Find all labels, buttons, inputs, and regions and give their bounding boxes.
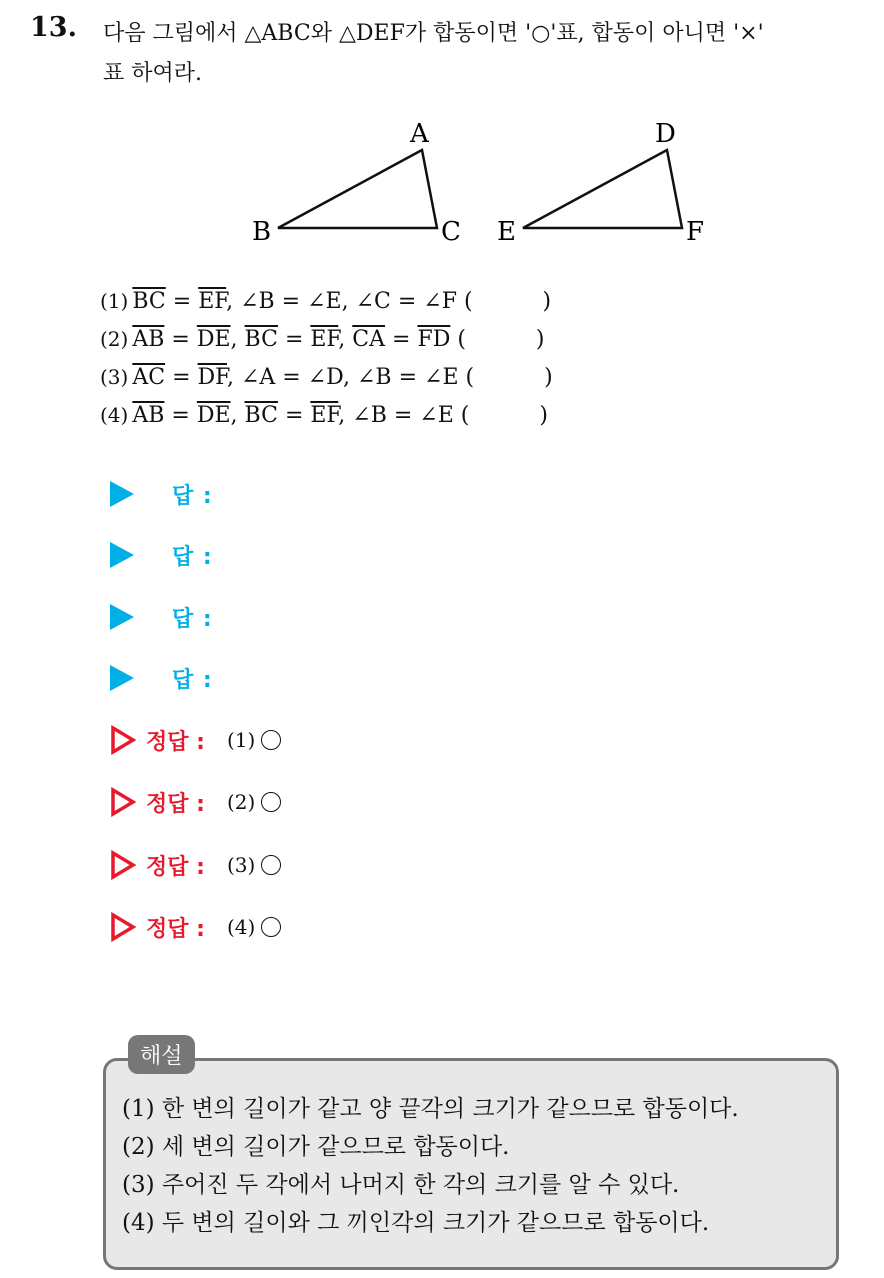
explanation-line-4: (4) 두 변의 길이와 그 끼인각의 크기가 같으므로 합동이다. — [122, 1210, 710, 1236]
circle-mark-icon — [261, 917, 281, 937]
answer-label: 답 : — [172, 667, 213, 693]
outline-arrow-icon — [110, 787, 136, 817]
answer-row-3[interactable] — [110, 597, 213, 637]
answer-row-2[interactable] — [110, 535, 213, 575]
text: = — [164, 327, 197, 352]
answer-key-row-3 — [110, 845, 281, 885]
circle-mark-icon — [261, 730, 281, 750]
condition-4 — [100, 398, 548, 433]
answer-key-num: (4) — [226, 915, 256, 939]
condition-3 — [100, 360, 553, 395]
text: ) — [535, 327, 545, 352]
segment: $\overline{AC}$ — [132, 365, 166, 390]
play-arrow-icon — [110, 481, 134, 507]
text: = — [277, 327, 311, 352]
segment: $\overline{DE}$ — [196, 403, 231, 428]
answer-key-label: 정답 : — [146, 854, 205, 880]
condition-1 — [100, 284, 551, 319]
question-number: 13. — [30, 12, 77, 43]
text: ) — [542, 289, 552, 314]
answer-label: 답 : — [172, 606, 213, 632]
triangle-def — [497, 119, 704, 247]
text: = — [165, 289, 199, 314]
triangles-figure — [0, 110, 884, 260]
explanation-tag: 해설 — [128, 1035, 195, 1074]
answer-row-4[interactable] — [110, 658, 213, 698]
segment: $\overline{EF}$ — [310, 403, 339, 428]
text: ) — [544, 365, 553, 390]
play-arrow-icon — [110, 542, 134, 568]
explanation-line-1: (1) 한 변의 길이가 같고 양 끝각의 크기가 같으므로 합동이다. — [122, 1096, 739, 1122]
segment: $\overline{DE}$ — [196, 327, 231, 352]
explanation-line-3: (3) 주어진 두 각에서 나머지 한 각의 크기를 알 수 있다. — [122, 1172, 680, 1198]
text: , ∠A = ∠D, ∠B = ∠E ( — [226, 365, 475, 390]
answer-key-value — [227, 728, 281, 752]
condition-num: (2) — [100, 327, 129, 351]
text: = — [385, 327, 418, 352]
text: = — [277, 403, 311, 428]
text: = — [164, 403, 197, 428]
text: , ∠B = ∠E ( — [338, 403, 470, 428]
answer-key-row-2 — [110, 782, 281, 822]
circle-mark-icon — [261, 792, 281, 812]
outline-arrow-icon — [110, 725, 136, 755]
answer-key-value — [227, 915, 281, 939]
answer-key-row-1 — [110, 720, 281, 760]
text: ) — [539, 403, 548, 428]
label-a: A — [410, 119, 429, 149]
answer-key-num: (1) — [226, 728, 256, 752]
question-text-line2: 표 하여라. — [103, 61, 202, 86]
answer-key-value — [227, 853, 281, 877]
explanation-line-2: (2) 세 변의 길이가 같으므로 합동이다. — [122, 1134, 510, 1160]
text: , — [230, 327, 245, 352]
answer-key-num: (3) — [226, 853, 256, 877]
label-f: F — [686, 217, 705, 247]
triangle-abc — [252, 119, 461, 247]
answer-key-row-4 — [110, 907, 281, 947]
text: ( — [450, 327, 466, 352]
text: , ∠B = ∠E, ∠C = ∠F ( — [226, 289, 473, 314]
segment: $\overline{AB}$ — [132, 403, 165, 428]
label-e: E — [497, 217, 516, 247]
segment: $\overline{BC}$ — [244, 403, 278, 428]
label-c: C — [441, 217, 461, 247]
play-arrow-icon — [110, 665, 134, 691]
circle-mark-icon — [261, 855, 281, 875]
condition-2 — [100, 322, 545, 357]
answer-label: 답 : — [172, 544, 213, 570]
segment: $\overline{CA}$ — [352, 327, 386, 352]
text: , — [230, 403, 245, 428]
answer-label: 답 : — [172, 483, 213, 509]
answer-key-value — [227, 790, 281, 814]
text: , — [338, 327, 353, 352]
play-arrow-icon — [110, 604, 134, 630]
outline-arrow-icon — [110, 850, 136, 880]
text: = — [165, 365, 198, 390]
explanation-lines — [122, 1090, 832, 1242]
outline-arrow-icon — [110, 912, 136, 942]
condition-num: (1) — [100, 289, 129, 313]
label-b: B — [252, 217, 272, 247]
answer-row-1[interactable] — [110, 474, 213, 514]
segment: $\overline{EF}$ — [310, 327, 339, 352]
segment: $\overline{EF}$ — [198, 289, 227, 314]
segment: $\overline{FD}$ — [417, 327, 451, 352]
question-text — [103, 14, 863, 94]
segment: $\overline{BC}$ — [132, 289, 166, 314]
answer-key-label: 정답 : — [146, 791, 205, 817]
segment: $\overline{DF}$ — [197, 365, 227, 390]
answer-key-num: (2) — [226, 790, 256, 814]
answer-key-label: 정답 : — [146, 916, 205, 942]
condition-num: (4) — [100, 403, 129, 427]
segment: $\overline{AB}$ — [132, 327, 165, 352]
label-d: D — [655, 119, 676, 149]
question-text-line1: 다음 그림에서 △ABC와 △DEF가 합동이면 '○'표, 합동이 아니면 '×' — [103, 21, 764, 46]
condition-num: (3) — [100, 365, 129, 389]
segment: $\overline{BC}$ — [244, 327, 278, 352]
answer-key-label: 정답 : — [146, 729, 205, 755]
